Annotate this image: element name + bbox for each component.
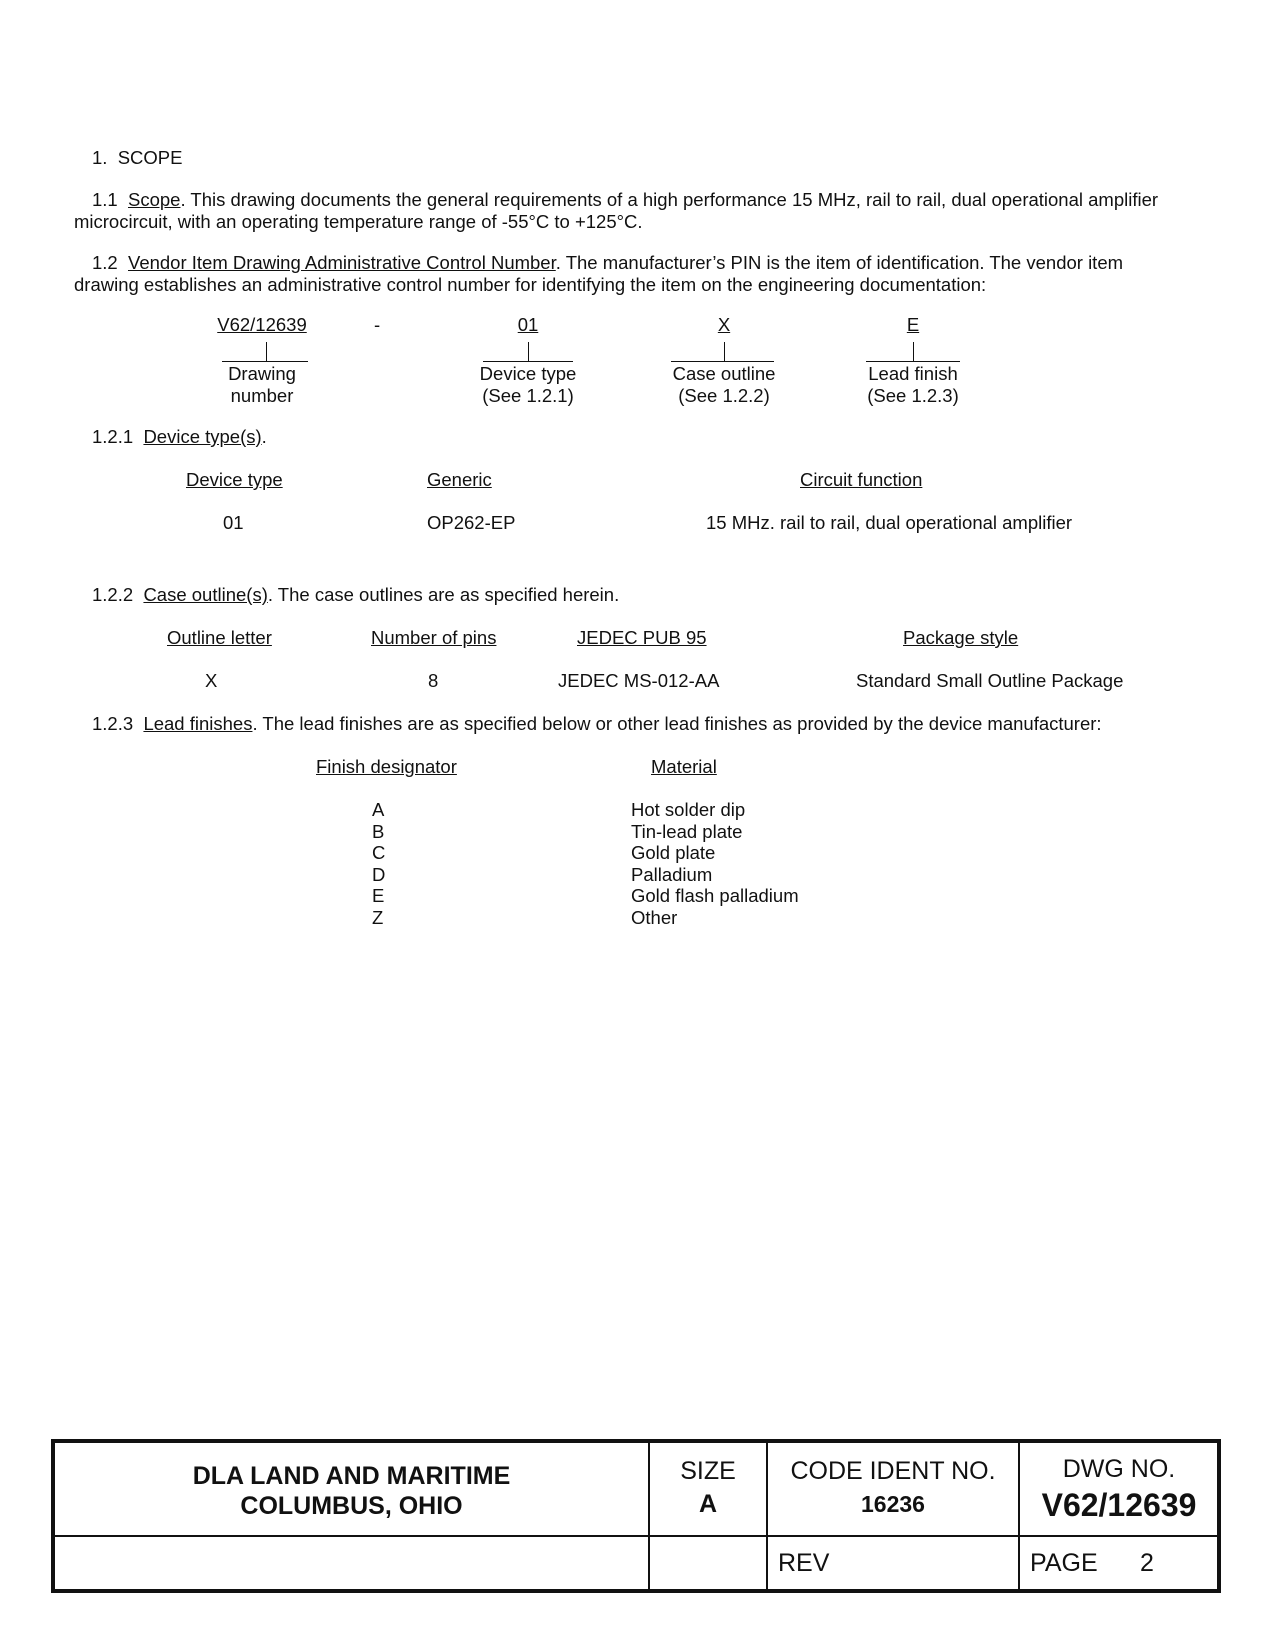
lead-finishes-title: Lead finishes	[143, 713, 253, 734]
pin-device-bracket	[483, 361, 573, 362]
scope-heading: Scope	[128, 189, 181, 210]
pin-drawing-stem	[266, 342, 267, 361]
pin-case-ref: (See 1.2.2)	[678, 385, 770, 406]
title-block	[51, 1439, 1221, 1593]
case-outlines-after: . The case outlines are as specified herein.	[267, 584, 620, 605]
list-item: Hot solder dip	[631, 799, 746, 820]
scope-text-line1: . This drawing documents the general requirements of a high performance 15 MHz, rail to rail, dual operational amplifier	[180, 189, 1159, 210]
vid-number: 1.2	[92, 252, 118, 273]
pin-drawing-label-2: number	[230, 385, 294, 406]
list-item: Other	[631, 906, 678, 928]
pin-drawing-label: Drawing	[228, 363, 296, 384]
pin-finish-stem	[913, 342, 914, 361]
lead-finishes-heading	[92, 713, 1102, 735]
pin-device-ref: (See 1.2.1)	[482, 385, 574, 406]
pin-lead-finish: E	[906, 314, 920, 335]
list-item: E	[372, 885, 385, 906]
col-header-jedec-pub: JEDEC PUB 95	[577, 627, 707, 648]
page-label: PAGE	[1030, 1549, 1098, 1577]
size-label: SIZE	[680, 1457, 736, 1485]
lead-finishes-number: 1.2.3	[92, 713, 134, 734]
organization-location: COLUMBUS, OHIO	[240, 1492, 463, 1520]
pin-device-stem	[528, 342, 529, 361]
dwg-no-value: V62/12639	[1041, 1487, 1197, 1523]
vid-text-line1: . The manufacturer’s PIN is the item of identification. The vendor item	[555, 252, 1124, 273]
vid-paragraph	[74, 252, 1224, 296]
col-header-outline-letter: Outline letter	[167, 627, 272, 648]
code-ident-label: CODE IDENT NO.	[790, 1457, 996, 1485]
section-heading	[92, 147, 183, 169]
vid-heading: Vendor Item Drawing Administrative Control Number	[128, 252, 556, 273]
pin-device-label: Device type	[479, 363, 577, 384]
organization-block	[55, 1461, 648, 1521]
device-types-after: .	[261, 426, 267, 447]
col-header-finish-designator: Finish designator	[316, 756, 457, 777]
list-item: Gold plate	[631, 842, 716, 863]
page-number: 2	[1140, 1549, 1154, 1577]
table-cell: 01	[223, 512, 244, 533]
col-header-generic: Generic	[427, 469, 492, 490]
lead-finishes-after: . The lead finishes are as specified below or other lead finishes as provided by the device manufacturer:	[252, 713, 1102, 734]
pin-case-label: Case outline	[672, 363, 776, 384]
dwg-no-label: DWG NO.	[1062, 1455, 1176, 1483]
scope-paragraph	[74, 189, 1224, 233]
table-cell: OP262-EP	[427, 512, 516, 533]
pin-finish-ref: (See 1.2.3)	[867, 385, 959, 406]
rev-label: REV	[778, 1549, 830, 1577]
case-outlines-title: Case outline(s)	[143, 584, 268, 605]
list-item: A	[372, 799, 385, 820]
organization-name: DLA LAND AND MARITIME	[192, 1462, 511, 1490]
col-header-package-style: Package style	[903, 627, 1019, 648]
pin-drawing-number: V62/12639	[217, 314, 307, 335]
vid-text-line2: drawing establishes an administrative control number for identifying the item on the engineering documentation:	[74, 274, 987, 295]
list-item: Tin-lead plate	[631, 820, 743, 842]
list-item: Z	[372, 906, 384, 928]
list-item: Palladium	[631, 863, 713, 885]
col-header-device-type: Device type	[186, 469, 283, 490]
col-header-circuit-function: Circuit function	[800, 469, 923, 490]
pin-dash: -	[374, 314, 381, 335]
list-item: Gold flash palladium	[631, 885, 799, 906]
pin-finish-bracket	[866, 361, 960, 362]
list-item: D	[372, 863, 386, 885]
pin-case-outline: X	[717, 314, 731, 335]
pin-case-bracket	[671, 361, 774, 362]
size-value: A	[698, 1490, 718, 1518]
col-header-material: Material	[651, 756, 717, 777]
title-block-divider	[55, 1535, 1217, 1537]
col-header-number-of-pins: Number of pins	[371, 627, 497, 648]
table-cell: 8	[428, 670, 439, 691]
table-cell: X	[205, 670, 218, 691]
list-item: C	[372, 842, 386, 863]
table-cell: JEDEC MS-012-AA	[558, 670, 720, 691]
section-number: 1.	[92, 147, 108, 168]
table-cell: Standard Small Outline Package	[856, 670, 1124, 691]
device-types-heading	[92, 426, 267, 448]
case-outlines-heading	[92, 584, 619, 606]
pin-finish-label: Lead finish	[868, 363, 958, 384]
material-list	[631, 799, 799, 928]
code-ident-value: 16236	[861, 1491, 925, 1517]
pin-device-type: 01	[517, 314, 539, 335]
device-types-number: 1.2.1	[92, 426, 134, 447]
pin-case-stem	[724, 342, 725, 361]
list-item: B	[372, 820, 385, 842]
device-types-title: Device type(s)	[143, 426, 262, 447]
case-outlines-number: 1.2.2	[92, 584, 134, 605]
scope-text-line2: microcircuit, with an operating temperature range of -55°C to +125°C.	[74, 211, 643, 232]
scope-number: 1.1	[92, 189, 118, 210]
table-cell: 15 MHz. rail to rail, dual operational amplifier	[706, 512, 1073, 533]
section-title: SCOPE	[117, 147, 183, 168]
pin-drawing-bracket	[222, 361, 308, 362]
finish-designator-list	[372, 799, 385, 928]
